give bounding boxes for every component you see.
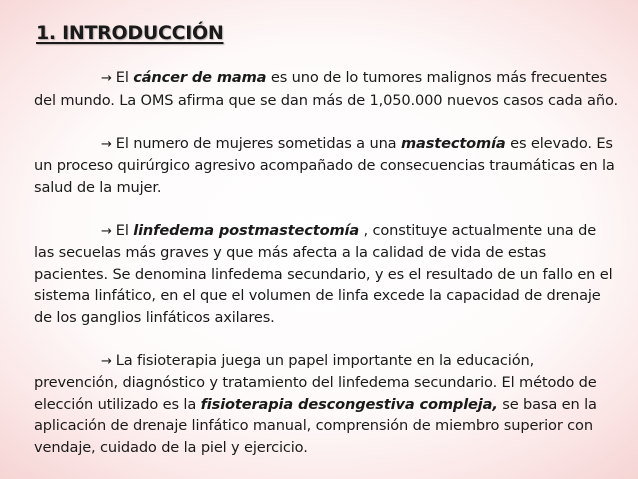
paragraph-text: es elevado. Es un proceso quirúrgico agresivo acompañado de consecuencias traumáticas en la salud de la mujer. — [34, 134, 615, 196]
paragraph-cancer-de-mama — [34, 67, 620, 111]
paragraph-linfedema — [34, 220, 620, 329]
emphasized-term: mastectomía — [400, 134, 506, 152]
slide-title: 1. INTRODUCCIÓN — [36, 22, 224, 44]
paragraph-mastectomia — [34, 133, 620, 199]
right-arrow-icon: → — [101, 136, 112, 152]
paragraph-text: , constituye actualmente una de las secuelas más graves y que más afecta a la calidad de vida de estas pacientes. Se denomina linfedema secundario, y es el resultado de un fallo en el sistema linfático, en el que el volumen de linfa excede la capacidad de drenaje de los ganglios linfáticos axilares. — [34, 221, 613, 326]
emphasized-term: fisioterapia descongestiva compleja, — [200, 395, 498, 413]
right-arrow-icon: → — [101, 353, 112, 369]
paragraph-text: El — [115, 69, 134, 86]
paragraph-text: La fisioterapia juega un papel importante en la educación, prevención, diagnóstico y tratamiento del linfedema secundario. El método de elección utilizado es la — [34, 351, 597, 413]
slide-body — [34, 67, 620, 458]
right-arrow-icon: → — [101, 223, 112, 239]
paragraph-text: es uno de lo tumores malignos más frecuentes del mundo. La OMS afirma que se dan más de 1,050.000 nuevos casos cada año. — [34, 69, 618, 109]
paragraph-text: El numero de mujeres sometidas a una — [115, 134, 401, 152]
right-arrow-icon: → — [101, 71, 112, 86]
paragraph-text: se basa en la aplicación de drenaje linfático manual, comprensión de miembro superior con vendaje, cuidado de la piel y ejercicio. — [34, 395, 597, 456]
emphasized-term: cáncer de mama — [133, 69, 267, 86]
emphasized-term: linfedema postmastectomía — [133, 221, 360, 239]
paragraph-fisioterapia — [34, 350, 620, 459]
paragraph-text: El — [115, 221, 134, 239]
